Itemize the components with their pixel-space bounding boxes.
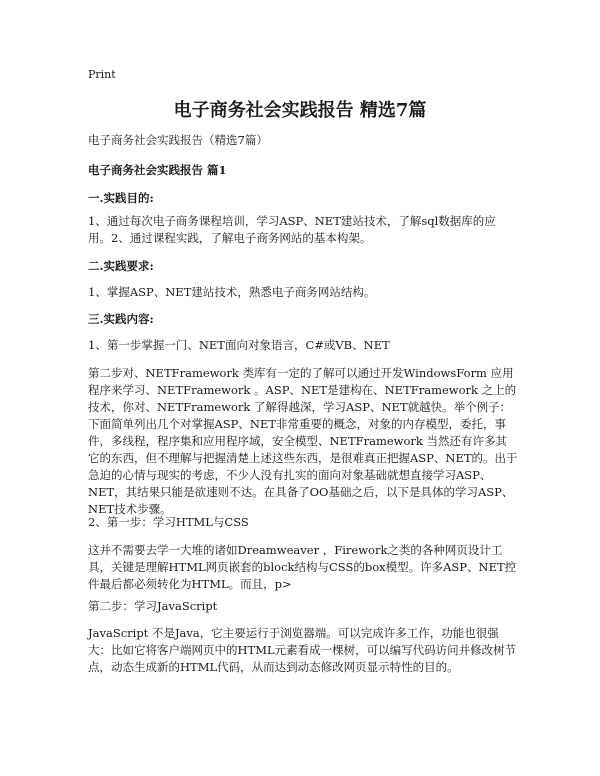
paragraph-step-html-css: 2、第一步：学习HTML与CSS	[88, 515, 249, 529]
paragraph-content-step1: 1、第一步掌握一门、NET面向对象语言，C#或VB、NET	[88, 338, 390, 352]
section-heading: 电子商务社会实践报告 篇1	[88, 163, 227, 177]
paragraph-purpose: 1、通过每次电子商务课程培训，学习ASP、NET建站技术，了解sql数据库的应用。2、通过课程实践，了解电子商务网站的基本构架。	[88, 214, 496, 245]
paragraph-content-detail: 第二步对、NETFramework 类库有一定的了解可以通过开发WindowsForm 应用程序来学习、NETFramework 。ASP、NET是建构在、NETFramework 之上的技术，你对、NETFramework 了解得越深，学习ASP、NET就越快。举个例子：下面简单列出几个对掌握ASP、NET非常重要的概念，对象的内存模型，委托，事件，多线程，程序集和应用程序域，安全模型、NETFramework 当然还有许多其它的东西，但不理解与把握清楚上述这些东西，是很难真正把握ASP、NET的。出于急迫的心情与现实的考虑，不少人没有扎实的面向对象基础就想直接学习ASP、NET，其结果只能是欲速则不达。在具备了OO基础之后，以下是具体的学习ASP、NET技术步骤。	[88, 366, 518, 516]
print-link[interactable]: Print	[88, 68, 116, 81]
paragraph-step-javascript: 第二步：学习JavaScript	[88, 599, 218, 613]
subtitle: 电子商务社会实践报告（精选7篇）	[88, 133, 268, 147]
heading-content: 三.实践内容:	[88, 312, 154, 326]
paragraph-javascript-detail: JavaScript 不是Java，它主要运行于浏览器端。可以完成许多工作，功能也很强大：比如它将客户端网页中的HTML元素看成一棵树，可以编写代码访问并修改树节点，动态生成新的HTML代码，从而达到动态修改网页显示特性的目的。	[88, 626, 517, 674]
paragraph-requirements: 1、掌握ASP、NET建站技术，熟悉电子商务网站结构。	[88, 285, 376, 299]
page-title: 电子商务社会实践报告 精选7篇	[173, 100, 427, 121]
paragraph-html-css-detail: 这并不需要去学一大堆的诸如Dreamweaver ，Firework之类的各种网页设计工具，关键是理解HTML网页嵌套的block结构与CSS的box模型。许多ASP、NET控件最后都必须转化为HTML。而且，p>	[88, 543, 517, 591]
heading-requirements: 二.实践要求:	[88, 259, 154, 273]
heading-purpose: 一.实践目的:	[88, 191, 154, 205]
